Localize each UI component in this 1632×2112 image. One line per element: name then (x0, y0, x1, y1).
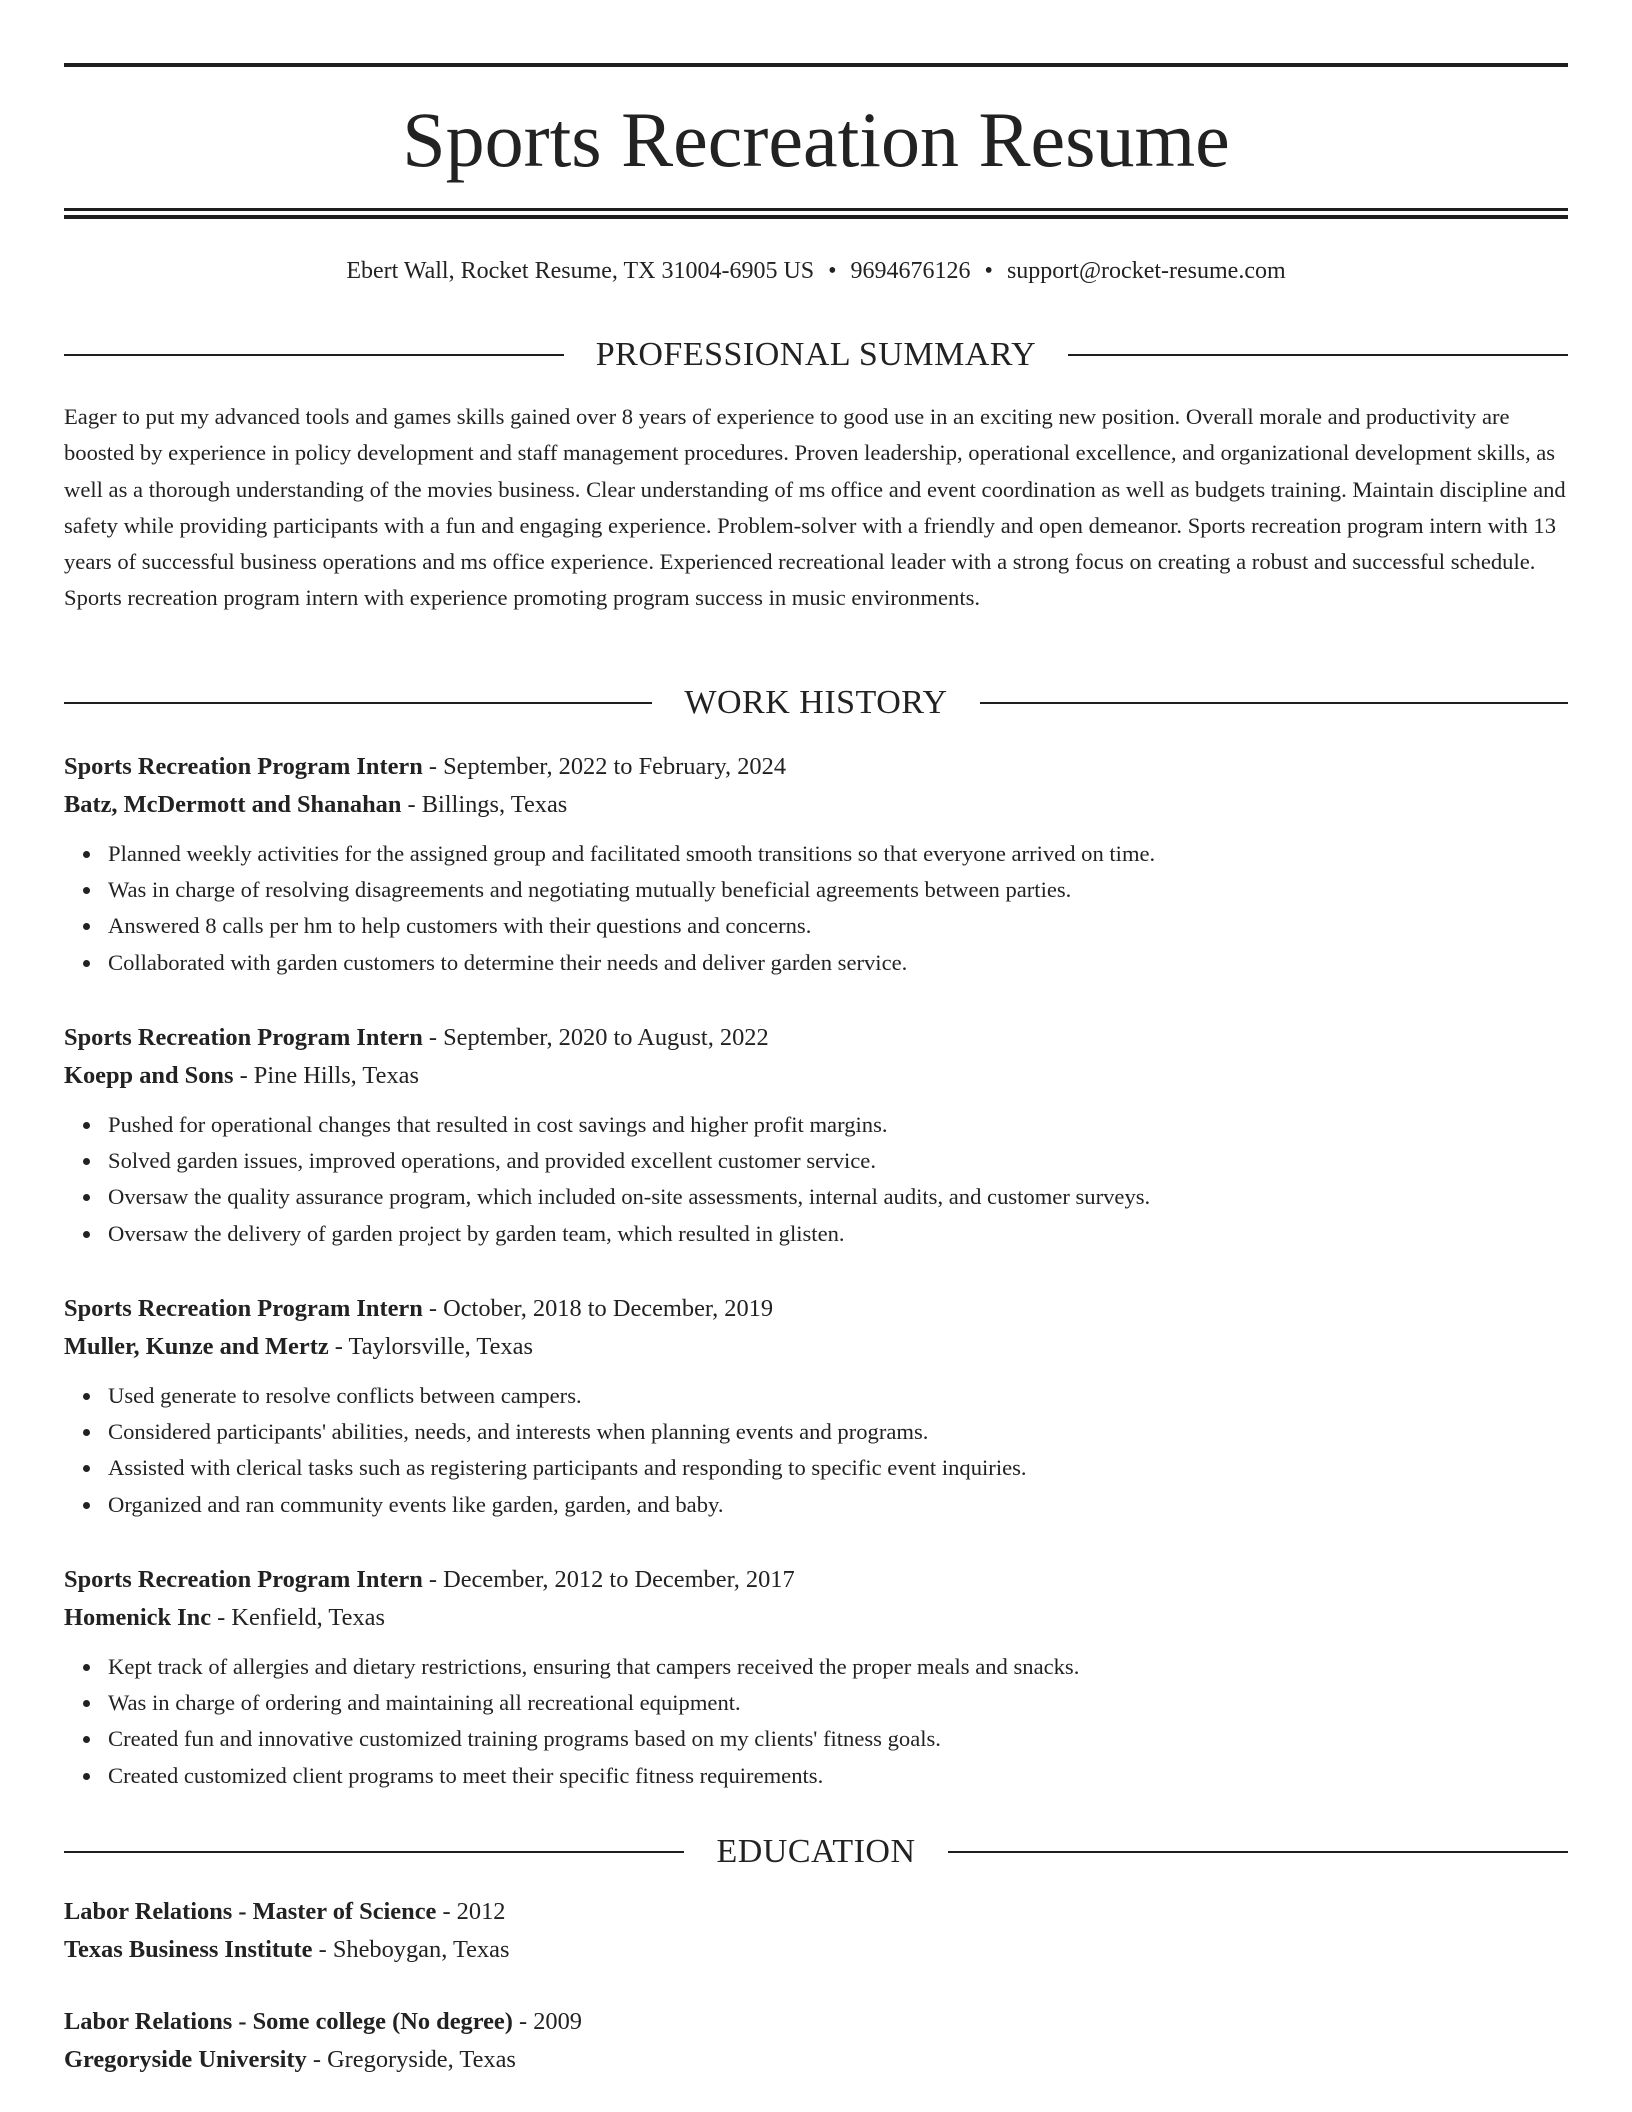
list-item: Kept track of allergies and dietary restrictions, ensuring that campers received the proper meals and snacks. (108, 1649, 1568, 1685)
contact-address: Ebert Wall, Rocket Resume, TX 31004-6905 US (346, 258, 815, 284)
heading-rule-right (980, 702, 1568, 704)
education-entry (64, 2003, 1568, 2079)
list-item: Answered 8 calls per hm to help customers with their questions and concerns. (108, 908, 1568, 944)
heading-rule-left (64, 354, 564, 356)
job-entry (64, 1019, 1568, 1252)
contact-phone: 9694676126 (850, 258, 971, 284)
list-item: Created customized client programs to meet their specific fitness requirements. (108, 1758, 1568, 1794)
list-item: Collaborated with garden customers to determine their needs and deliver garden service. (108, 945, 1568, 981)
section-heading-work (64, 683, 1568, 723)
job-entry (64, 748, 1568, 981)
job-company: Muller, Kunze and Mertz (64, 1333, 329, 1360)
job-dates: - December, 2012 to December, 2017 (422, 1566, 795, 1593)
job-title: Sports Recreation Program Intern (64, 1295, 423, 1322)
job-company: Koepp and Sons (64, 1062, 234, 1089)
education-location: - Gregoryside, Texas (306, 2046, 516, 2073)
job-entry (64, 1561, 1568, 1794)
job-location: - Billings, Texas (401, 791, 568, 818)
list-item: Used generate to resolve conflicts between campers. (108, 1378, 1568, 1414)
job-bullets (64, 1649, 1568, 1794)
list-item: Assisted with clerical tasks such as registering participants and responding to specific event inquiries. (108, 1450, 1568, 1486)
job-title: Sports Recreation Program Intern (64, 753, 423, 780)
job-location: - Taylorsville, Texas (328, 1333, 533, 1360)
list-item: Oversaw the quality assurance program, which included on-site assessments, internal audits, and customer surveys. (108, 1179, 1568, 1215)
section-heading-education (64, 1832, 1568, 1872)
heading-label: WORK HISTORY (684, 684, 948, 721)
section-heading-summary (64, 335, 1568, 375)
job-location: - Pine Hills, Texas (233, 1062, 419, 1089)
job-bullets (64, 836, 1568, 981)
education-location: - Sheboygan, Texas (312, 1936, 510, 1963)
contact-line (64, 255, 1568, 287)
list-item: Pushed for operational changes that resulted in cost savings and higher profit margins. (108, 1107, 1568, 1143)
job-title: Sports Recreation Program Intern (64, 1024, 423, 1051)
education-school: Texas Business Institute (64, 1936, 313, 1963)
list-item: Solved garden issues, improved operations, and provided excellent customer service. (108, 1143, 1568, 1179)
contact-separator: • (828, 258, 837, 284)
contact-email: support@rocket-resume.com (1006, 258, 1286, 284)
education-school: Gregoryside University (64, 2046, 307, 2073)
job-dates: - September, 2020 to August, 2022 (422, 1024, 769, 1051)
education-degree: Labor Relations - Some college (No degree) (64, 2008, 513, 2035)
list-item: Planned weekly activities for the assigned group and facilitated smooth transitions so that everyone arrived on time. (108, 836, 1568, 872)
job-company: Batz, McDermott and Shanahan (64, 791, 402, 818)
education-degree: Labor Relations - Master of Science (64, 1898, 437, 1925)
education-year: - 2012 (436, 1898, 506, 1925)
list-item: Created fun and innovative customized training programs based on my clients' fitness goals. (108, 1721, 1568, 1757)
job-entry (64, 1290, 1568, 1523)
education-entry (64, 1893, 1568, 1969)
top-rule (64, 63, 1568, 67)
summary-text: Eager to put my advanced tools and games skills gained over 8 years of experience to good use in an exciting new position. Overall morale and productivity are boosted by experience in policy development and staff management procedures. Proven leadership, operational excellence, and organizational development skills, as well as a thorough understanding of the movies business. Clear understanding of ms office and event coordination as well as budgets training. Maintain discipline and safety while providing participants with a fun and engaging experience. Problem-solver with a friendly and open demeanor. Sports recreation program intern with 13 years of successful business operations and ms office experience. Experienced recreational leader with a strong focus on creating a robust and successful schedule. Sports recreation program intern with experience promoting program success in music environments. (64, 404, 1566, 611)
contact-separator: • (984, 258, 993, 284)
heading-rule-right (1068, 354, 1568, 356)
heading-rule-left (64, 1851, 684, 1853)
education-year: - 2009 (512, 2008, 582, 2035)
list-item: Oversaw the delivery of garden project by garden team, which resulted in glisten. (108, 1216, 1568, 1252)
job-dates: - September, 2022 to February, 2024 (422, 753, 787, 780)
list-item: Organized and ran community events like garden, garden, and baby. (108, 1487, 1568, 1523)
heading-rule-left (64, 702, 652, 704)
heading-rule-right (948, 1851, 1568, 1853)
heading-label: PROFESSIONAL SUMMARY (595, 336, 1037, 373)
job-bullets (64, 1378, 1568, 1523)
list-item: Was in charge of resolving disagreements and negotiating mutually beneficial agreements between parties. (108, 872, 1568, 908)
title-double-rule-upper (64, 208, 1568, 211)
heading-label: EDUCATION (716, 1833, 916, 1870)
list-item: Considered participants' abilities, needs, and interests when planning events and programs. (108, 1414, 1568, 1450)
job-location: - Kenfield, Texas (211, 1604, 385, 1631)
job-dates: - October, 2018 to December, 2019 (422, 1295, 774, 1322)
job-company: Homenick Inc (64, 1604, 212, 1631)
list-item: Was in charge of ordering and maintaining all recreational equipment. (108, 1685, 1568, 1721)
job-title: Sports Recreation Program Intern (64, 1566, 423, 1593)
title-double-rule-lower (64, 215, 1568, 219)
resume-title: Sports Recreation Resume (402, 96, 1230, 183)
job-bullets (64, 1107, 1568, 1252)
